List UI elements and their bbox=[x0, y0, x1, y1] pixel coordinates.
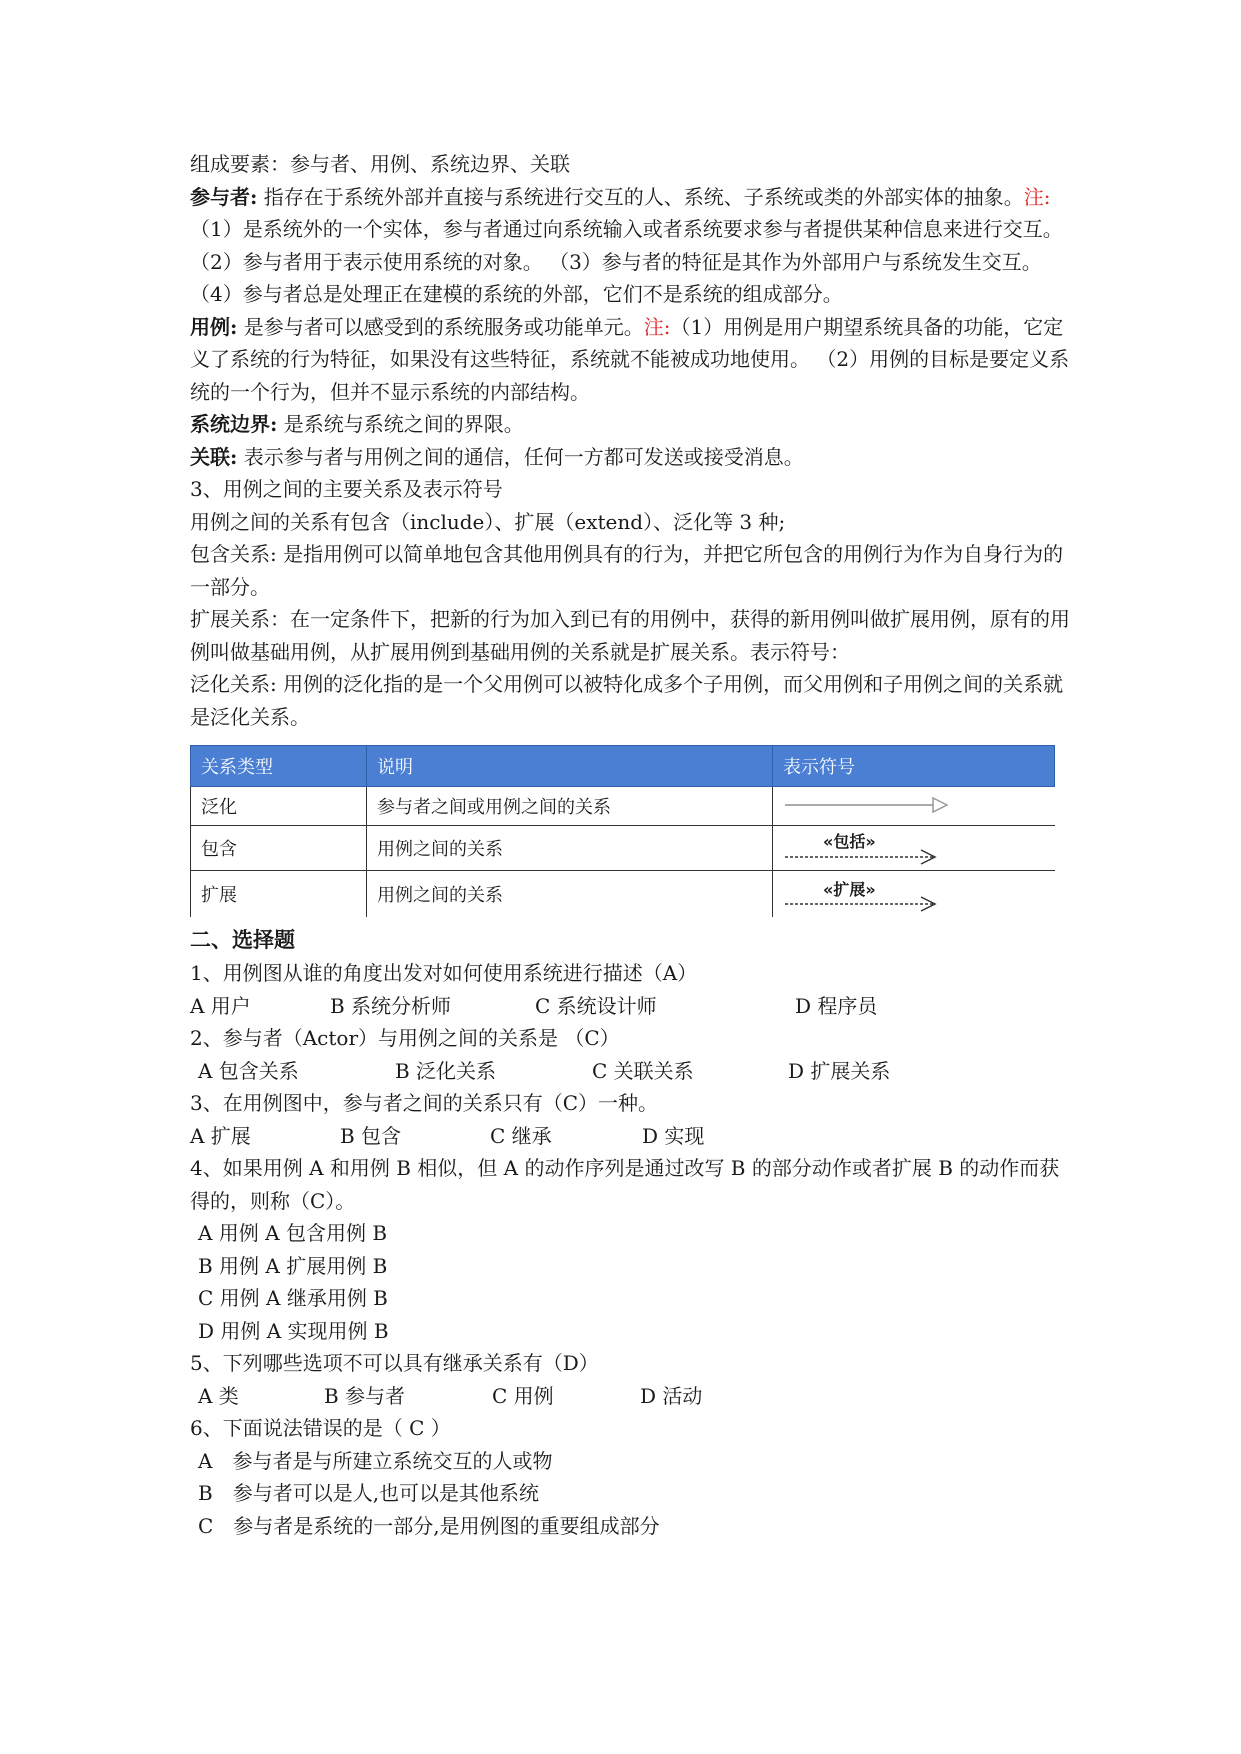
option: A 扩展 bbox=[190, 1123, 251, 1148]
include-dashed-arrow-icon bbox=[783, 827, 953, 869]
row-desc: 用例之间的关系 bbox=[367, 871, 773, 918]
question-3: 3、在用例图中，参与者之间的关系只有（C）一种。 bbox=[190, 1091, 659, 1115]
option: C 用例 bbox=[492, 1383, 554, 1408]
row-symbol bbox=[773, 787, 1055, 826]
option: D 程序员 bbox=[795, 993, 878, 1018]
extend-definition: 扩展关系：在一定条件下，把新的行为加入到已有的用例中，获得的新用例叫做扩展用例，原有的用例叫做基础用例，从扩展用例到基础用例的关系就是扩展关系。表示符号： bbox=[190, 607, 1070, 664]
option: D 扩展关系 bbox=[788, 1058, 891, 1083]
option: D 活动 bbox=[640, 1383, 703, 1408]
option: C 继承 bbox=[490, 1123, 552, 1148]
option: B 参与者 bbox=[324, 1383, 406, 1408]
actor-paragraph bbox=[190, 181, 1070, 311]
option: A 用例 A 包含用例 B bbox=[198, 1221, 388, 1245]
include-definition: 包含关系: 是指用例可以简单地包含其他用例具有的行为，并把它所包含的用例行为作为自身行为的一部分。 bbox=[190, 542, 1064, 599]
quiz-title: 二、选择题 bbox=[190, 927, 295, 952]
header-desc: 说明 bbox=[367, 746, 773, 787]
option: C 参与者是系统的一部分,是用例图的重要组成部分 bbox=[198, 1513, 660, 1538]
relations-line: 用例之间的关系有包含（include）、扩展（extend）、泛化等 3 种; bbox=[190, 509, 786, 534]
elements-line: 组成要素：参与者、用例、系统边界、关联 bbox=[190, 152, 570, 176]
header-symbol: 表示符号 bbox=[773, 746, 1055, 787]
option: A 类 bbox=[198, 1383, 239, 1408]
section3-title: 3、用例之间的主要关系及表示符号 bbox=[190, 477, 503, 501]
table-row bbox=[191, 787, 1055, 826]
boundary-paragraph bbox=[190, 408, 1070, 441]
include-stereotype-label: «包括» bbox=[823, 832, 876, 851]
usecase-term: 用例: bbox=[190, 314, 238, 339]
actor-note-label: 注: bbox=[1023, 184, 1051, 209]
option: C 用例 A 继承用例 B bbox=[198, 1286, 388, 1310]
question-1: 1、用例图从谁的角度出发对如何使用系统进行描述（A） bbox=[190, 961, 698, 985]
extend-stereotype-label: «扩展» bbox=[823, 880, 876, 899]
question-2-options bbox=[190, 1055, 1070, 1088]
usecase-definition: 是参与者可以感受到的系统服务或功能单元。 bbox=[237, 314, 644, 339]
option: C 关联关系 bbox=[592, 1058, 694, 1083]
usecase-note-label: 注: bbox=[643, 314, 671, 339]
option: C 系统设计师 bbox=[535, 993, 657, 1018]
option: B 泛化关系 bbox=[395, 1058, 497, 1083]
question-1-options bbox=[190, 990, 1070, 1023]
option: B 用例 A 扩展用例 B bbox=[198, 1253, 388, 1278]
actor-notes: （1）是系统外的一个实体，参与者通过向系统输入或者系统要求参与者提供某种信息来进行交互。 （2）参与者用于表示使用系统的对象。 （3）参与者的特征是其作为外部用户与系统发生交互。 （4）参与者总是处理正在建模的系统的外部，它们不是系统的组成部分。 bbox=[190, 217, 1063, 306]
row-type: 包含 bbox=[191, 826, 367, 871]
row-type: 泛化 bbox=[191, 787, 367, 826]
row-symbol bbox=[773, 826, 1055, 871]
question-4: 4、如果用例 A 和用例 B 相似，但 A 的动作序列是通过改写 B 的部分动作或者扩展 B 的动作而获得的，则称（C）。 bbox=[190, 1156, 1060, 1213]
association-paragraph bbox=[190, 441, 1070, 474]
table-header-row bbox=[191, 746, 1055, 787]
association-term: 关联: bbox=[190, 444, 238, 469]
question-6: 6、下面说法错误的是（ C ） bbox=[190, 1416, 451, 1440]
header-type: 关系类型 bbox=[191, 746, 367, 787]
option: A 参与者是与所建立系统交互的人或物 bbox=[198, 1448, 553, 1473]
boundary-term: 系统边界: bbox=[190, 412, 278, 436]
question-3-options bbox=[190, 1120, 1070, 1153]
row-type: 扩展 bbox=[191, 871, 367, 918]
question-5-options bbox=[190, 1380, 1070, 1413]
association-definition: 表示参与者与用例之间的通信，任何一方都可发送或接受消息。 bbox=[237, 444, 804, 469]
table-row bbox=[191, 871, 1055, 918]
option: A 用户 bbox=[190, 993, 251, 1018]
relations-table bbox=[190, 745, 1055, 917]
actor-term: 参与者: bbox=[190, 184, 258, 209]
option: D 实现 bbox=[642, 1123, 705, 1148]
option: D 用例 A 实现用例 B bbox=[198, 1318, 389, 1343]
option: B 参与者可以是人,也可以是其他系统 bbox=[198, 1481, 540, 1505]
table-row bbox=[191, 826, 1055, 871]
generalize-definition: 泛化关系: 用例的泛化指的是一个父用例可以被特化成多个子用例，而父用例和子用例之间的关系就是泛化关系。 bbox=[190, 672, 1064, 729]
row-desc: 用例之间的关系 bbox=[367, 826, 773, 871]
row-symbol bbox=[773, 871, 1055, 918]
question-5: 5、下列哪些选项不可以具有继承关系有（D） bbox=[190, 1351, 599, 1375]
question-2: 2、参与者（Actor）与用例之间的关系是 （C） bbox=[190, 1026, 620, 1050]
option: B 系统分析师 bbox=[330, 993, 452, 1018]
document-page bbox=[190, 148, 1070, 1542]
usecase-paragraph bbox=[190, 311, 1070, 409]
usecase-notes: （1）用例是用户期望系统具备的功能，它定义了系统的行为特征，如果没有这些特征，系统就不能被成功地使用。 （2）用例的目标是要定义系统的一个行为，但并不显示系统的内部结构。 bbox=[190, 314, 1070, 404]
generalization-arrow-icon bbox=[783, 787, 953, 825]
extend-dashed-arrow-icon bbox=[783, 873, 953, 915]
boundary-definition: 是系统与系统之间的界限。 bbox=[277, 412, 524, 436]
option: B 包含 bbox=[340, 1123, 402, 1148]
row-desc: 参与者之间或用例之间的关系 bbox=[367, 787, 773, 826]
option: A 包含关系 bbox=[198, 1058, 299, 1083]
actor-definition: 指存在于系统外部并直接与系统进行交互的人、系统、子系统或类的外部实体的抽象。 bbox=[257, 184, 1024, 209]
